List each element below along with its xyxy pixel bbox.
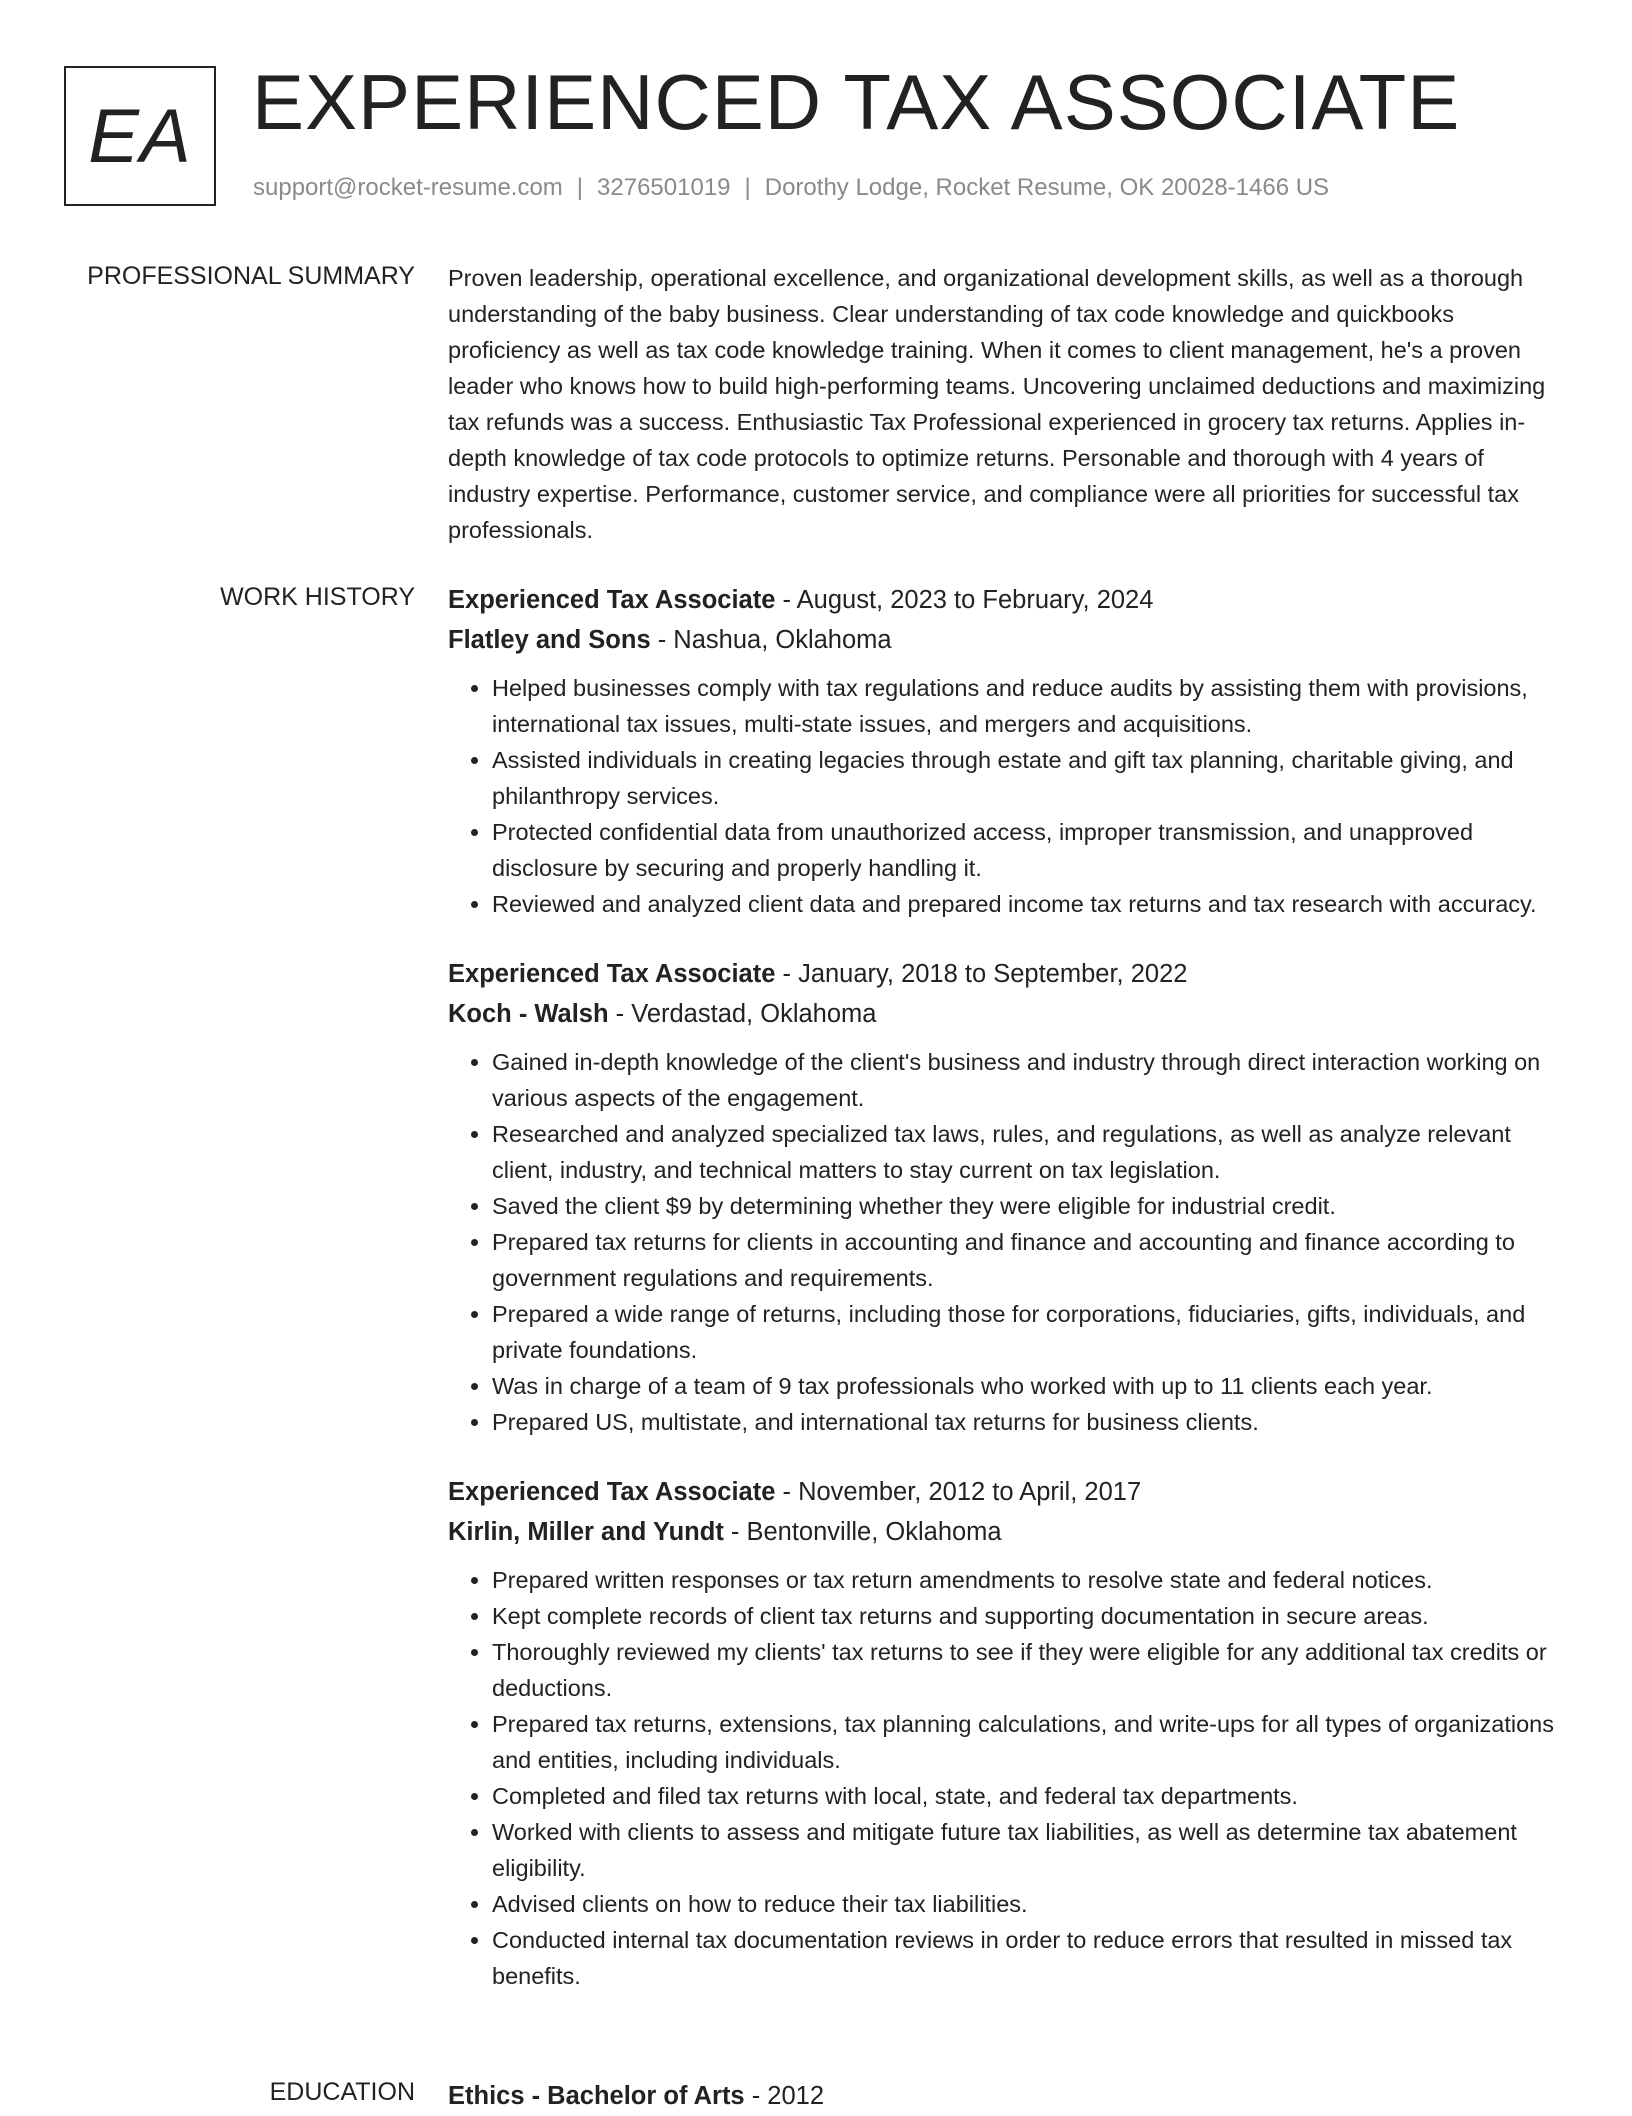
education-degree: Ethics - Bachelor of Arts	[448, 2082, 745, 2110]
job-bullet: • Was in charge of a team of 9 tax professionals who worked with up to 11 clients each year.	[492, 1368, 1568, 1404]
job-dates: - November, 2012 to April, 2017	[775, 1478, 1142, 1506]
job-entry	[448, 954, 1568, 1440]
education-year: - 2012	[744, 2082, 825, 2110]
education-entry	[448, 2076, 1568, 2116]
job-bullet: • Prepared a wide range of returns, including those for corporations, fiduciaries, gifts, individuals, and private foundations.	[492, 1296, 1568, 1368]
job-dates: - August, 2023 to February, 2024	[775, 586, 1154, 614]
contact-phone: 3276501019	[597, 174, 731, 201]
job-title-line	[448, 580, 1568, 620]
job-location: - Nashua, Oklahoma	[650, 626, 892, 654]
job-company: Flatley and Sons	[448, 626, 651, 654]
job-bullet: • Prepared tax returns for clients in accounting and finance and accounting and finance according to government regulations and requirements.	[492, 1224, 1568, 1296]
job-bullet: • Worked with clients to assess and mitigate future tax liabilities, as well as determine tax abatement eligibility.	[492, 1814, 1568, 1886]
job-bullet: • Prepared written responses or tax return amendments to resolve state and federal notices.	[492, 1562, 1568, 1598]
section-label-education: EDUCATION	[269, 2078, 415, 2106]
job-bullet: • Researched and analyzed specialized tax laws, rules, and regulations, as well as analyze relevant client, industry, and technical matters to stay current on tax legislation.	[492, 1116, 1568, 1188]
contact-line	[253, 174, 1329, 202]
job-title: Experienced Tax Associate	[448, 1478, 776, 1506]
job-company: Koch - Walsh	[448, 1000, 609, 1028]
section-label-summary: PROFESSIONAL SUMMARY	[87, 262, 415, 290]
initials-monogram: EA	[64, 66, 216, 206]
job-bullets	[448, 1044, 1568, 1440]
resume-name-heading: EXPERIENCED TAX ASSOCIATE	[252, 58, 1461, 146]
job-bullet: • Assisted individuals in creating legacies through estate and gift tax planning, charitable giving, and philanthropy services.	[492, 742, 1568, 814]
job-title-line	[448, 1472, 1568, 1512]
job-entry	[448, 580, 1568, 922]
job-company-line	[448, 620, 1568, 660]
job-entry	[448, 1472, 1568, 1994]
job-bullet: • Helped businesses comply with tax regulations and reduce audits by assisting them with provisions, international tax issues, multi-state issues, and mergers and acquisitions.	[492, 670, 1568, 742]
job-bullet: • Saved the client $9 by determining whether they were eligible for industrial credit.	[492, 1188, 1568, 1224]
job-bullets	[448, 1562, 1568, 1994]
contact-address: Dorothy Lodge, Rocket Resume, OK 20028-1466 US	[764, 174, 1330, 201]
job-bullet: • Thoroughly reviewed my clients' tax returns to see if they were eligible for any additional tax credits or deductions.	[492, 1634, 1568, 1706]
job-location: - Verdastad, Oklahoma	[608, 1000, 877, 1028]
job-title-line	[448, 954, 1568, 994]
contact-separator: |	[576, 174, 584, 201]
job-company: Kirlin, Miller and Yundt	[448, 1518, 724, 1546]
job-bullets	[448, 670, 1568, 922]
job-bullet: • Protected confidential data from unauthorized access, improper transmission, and unapproved disclosure by securing and properly handling it.	[492, 814, 1568, 886]
job-bullet: • Prepared tax returns, extensions, tax planning calculations, and write-ups for all types of organizations and entities, including individuals.	[492, 1706, 1568, 1778]
job-bullet: • Prepared US, multistate, and international tax returns for business clients.	[492, 1404, 1568, 1440]
job-bullet: • Kept complete records of client tax returns and supporting documentation in secure areas.	[492, 1598, 1568, 1634]
job-title: Experienced Tax Associate	[448, 586, 776, 614]
job-location: - Bentonville, Oklahoma	[723, 1518, 1002, 1546]
job-bullet: • Advised clients on how to reduce their tax liabilities.	[492, 1886, 1568, 1922]
summary-text: Proven leadership, operational excellence, and organizational development skills, as well as a thorough understanding of the baby business. Clear understanding of tax code knowledge and quickbooks proficiency as well as tax code knowledge training. When it comes to client management, he's a proven leader who knows how to build high-performing teams. Uncovering unclaimed deductions and maximizing tax refunds was a success. Enthusiastic Tax Professional experienced in grocery tax returns. Applies in-depth knowledge of tax code protocols to optimize returns. Personable and thorough with 4 years of industry expertise. Performance, customer service, and compliance were all priorities for successful tax professionals.	[448, 265, 1546, 543]
job-company-line	[448, 1512, 1568, 1552]
job-bullet: • Completed and filed tax returns with local, state, and federal tax departments.	[492, 1778, 1568, 1814]
job-bullet: • Reviewed and analyzed client data and prepared income tax returns and tax research with accuracy.	[492, 886, 1568, 922]
jobs-list	[448, 580, 1568, 2026]
contact-email: support@rocket-resume.com	[253, 174, 563, 201]
job-title: Experienced Tax Associate	[448, 960, 776, 988]
job-company-line	[448, 994, 1568, 1034]
job-dates: - January, 2018 to September, 2022	[775, 960, 1188, 988]
section-label-work-history: WORK HISTORY	[220, 583, 415, 611]
job-bullet: • Gained in-depth knowledge of the client's business and industry through direct interaction working on various aspects of the engagement.	[492, 1044, 1568, 1116]
job-bullet: • Conducted internal tax documentation reviews in order to reduce errors that resulted in missed tax benefits.	[492, 1922, 1568, 1994]
contact-separator: |	[744, 174, 751, 201]
